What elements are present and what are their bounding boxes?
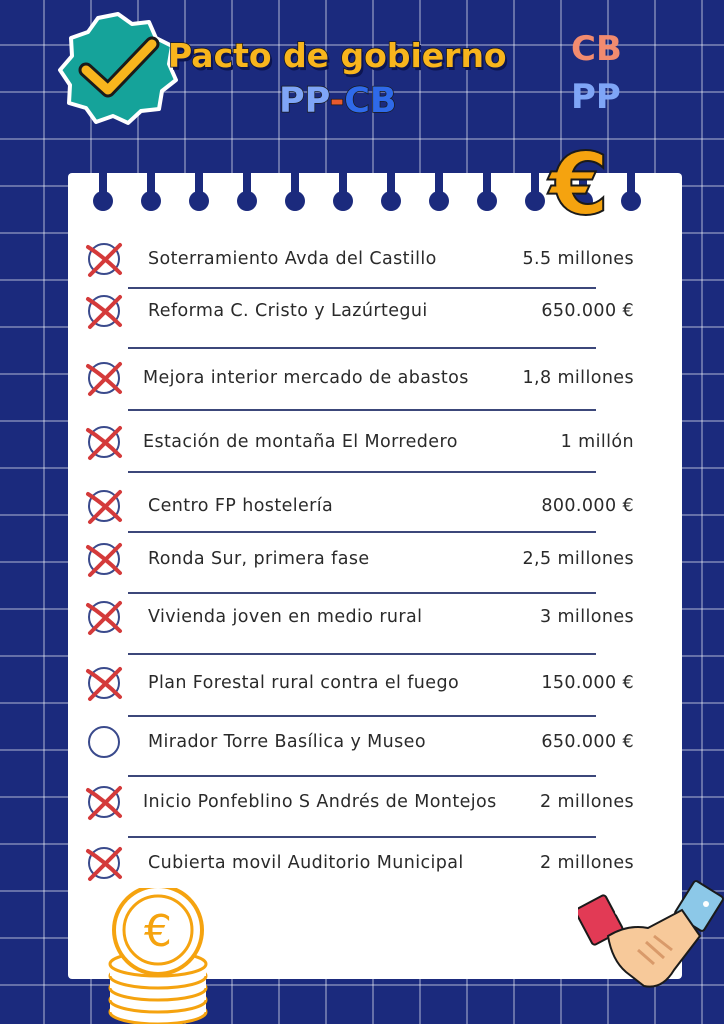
- item-amount: 650.000 €: [541, 732, 634, 752]
- divider: [128, 471, 596, 473]
- list-item: [68, 368, 682, 428]
- item-amount: 5.5 millones: [522, 249, 634, 269]
- svg-text:€: €: [549, 140, 609, 228]
- list-item: [68, 432, 682, 492]
- euro-icon: [544, 140, 614, 228]
- item-label: Soterramiento Avda del Castillo: [148, 249, 437, 269]
- list-item: [68, 673, 682, 733]
- item-label: Estación de montaña El Morredero: [143, 432, 458, 452]
- legend-pp: PP: [571, 77, 621, 117]
- empty-circle-icon: [82, 722, 126, 762]
- item-amount: 1 millón: [560, 432, 634, 452]
- coin-stack-icon: [100, 888, 222, 1024]
- item-label: Reforma C. Cristo y Lazúrtegui: [148, 301, 428, 321]
- crossed-circle-icon: [82, 597, 126, 637]
- divider: [128, 531, 596, 533]
- item-label: Inicio Ponfeblino S Andrés de Montejos: [143, 792, 497, 812]
- divider: [128, 653, 596, 655]
- notebook-hole: [615, 173, 647, 213]
- list-item: [68, 792, 682, 852]
- notebook-hole: [279, 173, 311, 213]
- item-label: Plan Forestal rural contra el fuego: [148, 673, 460, 693]
- list-item: [68, 496, 682, 556]
- item-amount: 150.000 €: [541, 673, 634, 693]
- notebook-hole: [423, 173, 455, 213]
- page-subtitle: [279, 80, 397, 122]
- notebook-hole: [375, 173, 407, 213]
- list-item: [68, 301, 682, 361]
- item-label: Ronda Sur, primera fase: [148, 549, 370, 569]
- svg-text:€: €: [144, 906, 172, 957]
- crossed-circle-icon: [82, 291, 126, 331]
- item-amount: 800.000 €: [541, 496, 634, 516]
- divider: [128, 836, 596, 838]
- item-amount: 2 millones: [539, 853, 634, 873]
- notebook-hole: [135, 173, 167, 213]
- list-item: [68, 607, 682, 667]
- item-label: Centro FP hostelería: [148, 496, 334, 516]
- divider: [128, 287, 596, 289]
- crossed-circle-icon: [82, 239, 126, 279]
- check-badge-icon: [56, 10, 180, 126]
- item-amount: 2,5 millones: [522, 549, 634, 569]
- handshake-icon: [578, 880, 724, 1004]
- subtitle-cb: CB: [344, 81, 397, 121]
- item-amount: 3 millones: [539, 607, 634, 627]
- notebook-hole: [327, 173, 359, 213]
- item-label: Mirador Torre Basílica y Museo: [148, 732, 426, 752]
- list-item: [68, 549, 682, 609]
- crossed-circle-icon: [82, 843, 126, 883]
- notebook-hole: [183, 173, 215, 213]
- crossed-circle-icon: [82, 422, 126, 462]
- notebook-hole: [231, 173, 263, 213]
- subtitle-pp: PP: [279, 81, 330, 121]
- item-label: Mejora interior mercado de abastos: [143, 368, 469, 388]
- list-item: [68, 732, 682, 792]
- crossed-circle-icon: [82, 663, 126, 703]
- subtitle-separator: -: [329, 81, 345, 121]
- divider: [128, 347, 596, 349]
- crossed-circle-icon: [82, 782, 126, 822]
- notebook-hole: [87, 173, 119, 213]
- legend-cb: CB: [571, 29, 622, 69]
- crossed-circle-icon: [82, 486, 126, 526]
- divider: [128, 592, 596, 594]
- divider: [128, 715, 596, 717]
- notebook-paper: [68, 173, 682, 979]
- item-label: Cubierta movil Auditorio Municipal: [148, 853, 464, 873]
- list-item: [68, 249, 682, 309]
- crossed-circle-icon: [82, 358, 126, 398]
- item-label: Vivienda joven en medio rural: [148, 607, 423, 627]
- crossed-circle-icon: [82, 539, 126, 579]
- item-amount: 2 millones: [539, 792, 634, 812]
- item-amount: 650.000 €: [541, 301, 634, 321]
- item-amount: 1,8 millones: [522, 368, 634, 388]
- page-title: Pacto de gobierno: [168, 36, 507, 75]
- divider: [128, 775, 596, 777]
- divider: [128, 409, 596, 411]
- notebook-hole: [471, 173, 503, 213]
